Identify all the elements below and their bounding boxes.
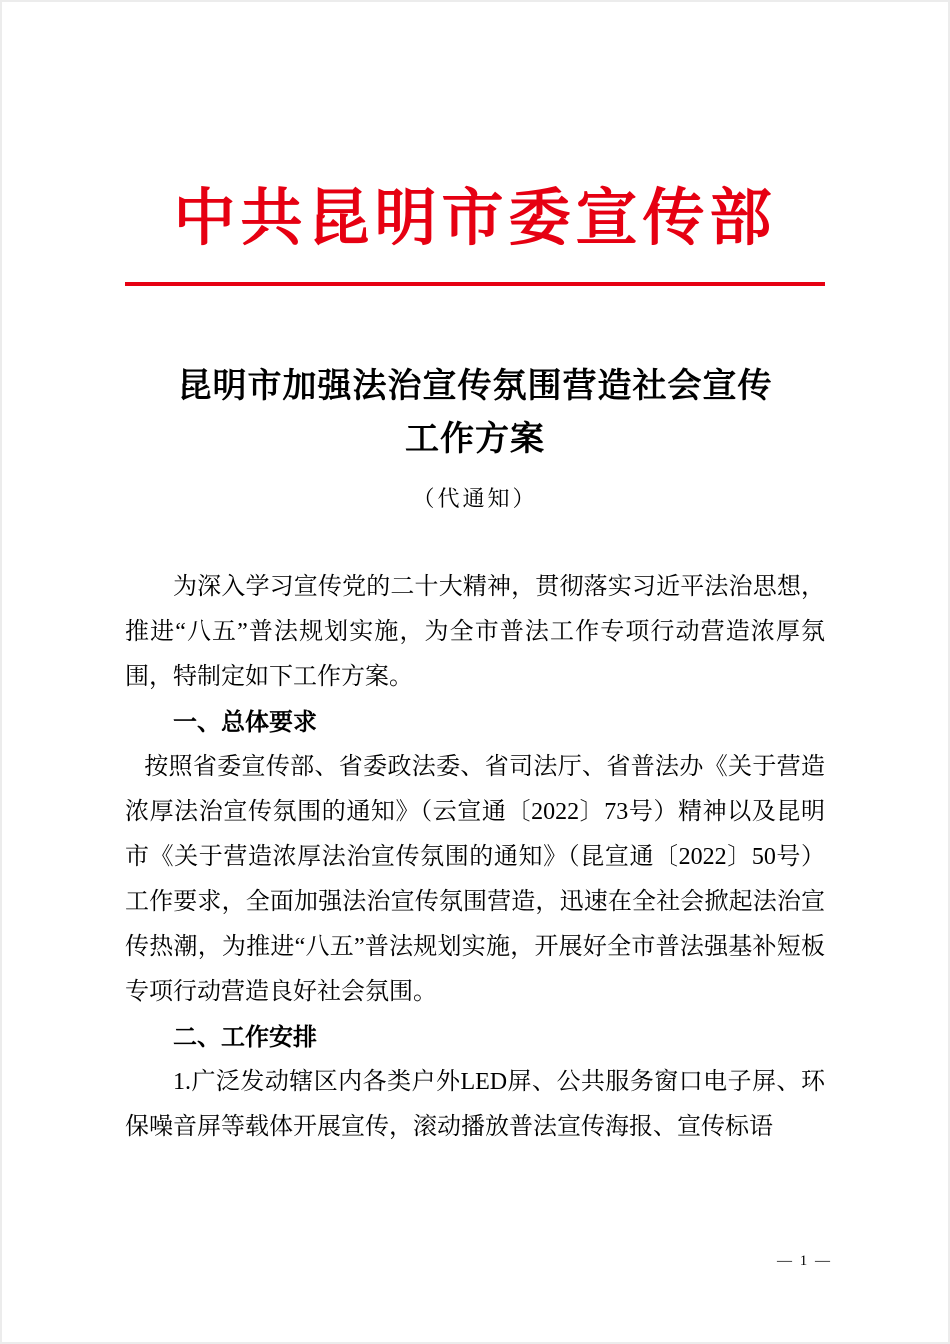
document-title-line1: 昆明市加强法治宣传氛围营造社会宣传 <box>177 367 773 405</box>
section-heading-1: 一、总体要求 <box>173 709 317 736</box>
document-title <box>125 360 825 466</box>
paragraph-section-2-item-1: 1.广泛发动辖区内各类户外LED屏、公共服务窗口电子屏、环保噪音屏等载体开展宣传，滚动播放普法宣传海报、宣传标语 <box>125 1069 825 1140</box>
paragraph-intro: 为深入学习宣传党的二十大精神，贯彻落实习近平法治思想，推进“八五”普法规划实施，为全市普法工作专项行动营造浓厚氛围，特制定如下工作方案。 <box>125 574 825 690</box>
document-content <box>125 360 825 1150</box>
document-subtitle: （代通知） <box>412 486 538 511</box>
letterhead-org-name: 中共昆明市委宣传部 <box>173 185 777 253</box>
paragraph-section-1: 按照省委宣传部、省委政法委、省司法厅、省普法办《关于营造浓厚法治宣传氛围的通知》（云宣通〔2022〕73号）精神以及昆明市《关于营造浓厚法治宣传氛围的通知》（昆宣通〔2022〕50号）工作要求，全面加强法治宣传氛围营造，迅速在全社会掀起法治宣传热潮，为推进“八五”普法规划实施，开展好全市普法强基补短板专项行动营造良好社会氛围。 <box>125 754 825 1005</box>
page-number: — 1 — <box>777 1253 832 1269</box>
section-heading-2: 二、工作安排 <box>173 1024 317 1051</box>
document-title-line2: 工作方案 <box>405 420 545 458</box>
letterhead-divider <box>125 282 825 286</box>
document-body <box>125 565 825 1150</box>
